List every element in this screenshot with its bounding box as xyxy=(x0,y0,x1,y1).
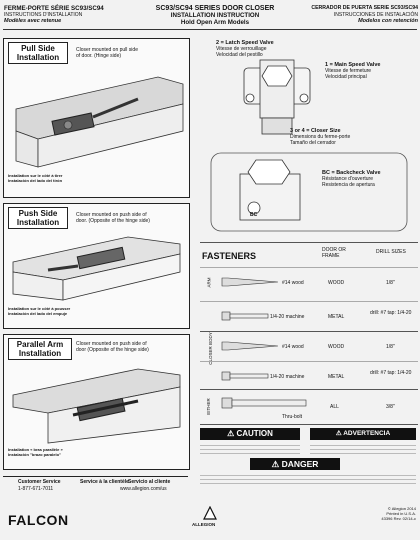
panel-push-side xyxy=(3,203,190,329)
service-en: Customer Service xyxy=(18,479,61,485)
header-french-title: FERME-PORTE SÉRIE SC93/SC94 xyxy=(4,5,104,12)
caution-fine-print xyxy=(200,442,300,456)
header-french xyxy=(4,5,134,25)
panel-push-desc: Closer mounted on push side of door. (Opposite of the hinge side) xyxy=(76,212,150,224)
header-spanish-sub: INSTRUCCIONES DE INSTALACIÓN xyxy=(333,12,418,18)
advertencia-banner: ⚠ ADVERTENCIA xyxy=(310,428,416,440)
pull-side-diagram xyxy=(8,69,185,169)
fastener-row: EITHER Thru-bolt ALL 3/8" xyxy=(200,389,418,425)
fasteners-col-door: DOOR OR FRAME xyxy=(322,247,346,259)
warning-triangle-icon: ⚠ xyxy=(335,430,342,437)
website-link[interactable]: www.allegion.com/us xyxy=(120,486,167,492)
warning-triangle-icon: ⚠ xyxy=(227,429,235,438)
thru-bolt-icon xyxy=(220,396,310,410)
fastener-row: 1/4-20 machine METAL drill: #7 tap: 1/4-20 xyxy=(200,361,418,390)
wood-screw-icon xyxy=(220,276,280,288)
closer-valve-diagram xyxy=(232,58,322,138)
fasteners-table xyxy=(200,242,418,423)
header-english-title: SC93/SC94 SERIES DOOR CLOSER xyxy=(155,5,275,12)
panel-push-translations: Installation sur le côté à pousser Instalación del lado del empuje xyxy=(8,306,71,316)
panel-parallel-translations: Installation « bras parallèle » Instalación "brazo paralelo" xyxy=(8,447,63,457)
wood-screw-icon xyxy=(220,340,280,352)
panel-parallel-title: Parallel Arm Installation xyxy=(8,338,72,360)
phone-number: 1-877-671-7011 xyxy=(18,486,54,492)
callout-latch-speed: 2 = Latch Speed Valve Vitesse de verrouillage Velocidad del pestillo xyxy=(216,40,274,58)
danger-banner: ⚠ DANGER xyxy=(250,458,340,470)
fastener-row: 1/4-20 machine METAL drill: #7 tap: 1/4-20 xyxy=(200,301,418,332)
warning-triangle-icon: ⚠ xyxy=(271,459,280,469)
allegion-wordmark: ALLEGION xyxy=(192,522,216,527)
machine-screw-icon xyxy=(220,370,270,382)
header-spanish-model: Modelos con retención xyxy=(358,18,418,24)
copyright-block: © Allegion 2014 Printed in U.S.A. 43396 Rev. 02/14-c xyxy=(381,506,416,521)
push-side-diagram xyxy=(8,232,185,302)
callout-main-speed: 1 = Main Speed Valve Vitesse de fermeture Velocidad principal xyxy=(325,62,381,80)
header-english-model: Hold Open Arm Models xyxy=(180,19,250,26)
parallel-arm-diagram xyxy=(8,365,185,445)
service-fr: Service à la clientèle xyxy=(80,479,129,485)
header-english-sub: INSTALLATION INSTRUCTION xyxy=(170,12,260,19)
header-spanish xyxy=(285,5,418,25)
panel-pull-desc: Closer mounted on pull side of door. (Hinge side) xyxy=(76,47,138,59)
panel-pull-title: Pull Side Installation xyxy=(8,42,68,64)
callout-closer-size: 3 or 4 = Closer Size Dimensions du ferme-porte Tamaño del cerrador xyxy=(290,128,351,146)
advertencia-fine-print xyxy=(310,442,416,456)
fasteners-title: FASTENERS xyxy=(202,251,257,261)
danger-fine-print xyxy=(200,472,416,484)
callout-backcheck: BC = Backcheck Valve Résistance d'ouverture Resistencia de apertura xyxy=(322,170,381,188)
fastener-row: CLOSER BODY #14 wood WOOD 1/8" xyxy=(200,331,418,362)
bc-label: BC xyxy=(250,212,258,218)
service-es: Servicio al cliente xyxy=(128,479,171,485)
footer-rule xyxy=(3,476,188,477)
caution-banner: ⚠ CAUTION xyxy=(200,428,300,440)
backcheck-diagram xyxy=(210,152,410,234)
panel-push-title: Push Side Installation xyxy=(8,207,68,229)
panel-parallel-arm xyxy=(3,334,190,470)
header-french-sub: INSTRUCTIONS D'INSTALLATION xyxy=(4,12,83,18)
header-spanish-title: CERRADOR DE PUERTA SERIE SC93/SC94 xyxy=(311,5,418,11)
panel-pull-side xyxy=(3,38,190,198)
panel-pull-translations: Installation sur le côté à tirer Instalación del lado del tirón xyxy=(8,173,63,183)
fastener-row: ARM #14 wood WOOD 1/8" xyxy=(200,267,418,302)
header-rule xyxy=(3,29,417,30)
header-french-model: Modèles avec retenue xyxy=(4,18,62,24)
allegion-logo-icon xyxy=(203,506,217,520)
fasteners-col-drill: DRILL SIZES xyxy=(376,249,406,255)
falcon-logo: FALCON xyxy=(8,512,69,528)
panel-parallel-desc: Closer mounted on push side of door (Opposite of the hinge side) xyxy=(76,341,149,353)
header-english xyxy=(150,5,280,26)
machine-screw-icon xyxy=(220,310,270,322)
